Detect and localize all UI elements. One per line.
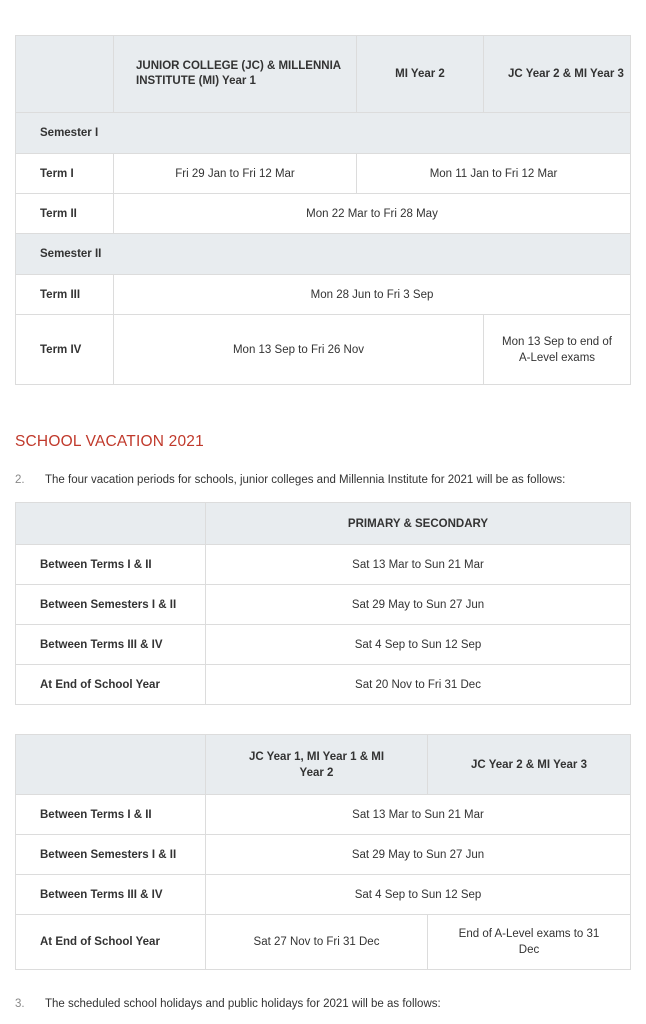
vac2-end-label: At End of School Year bbox=[16, 915, 206, 970]
term-dates-table bbox=[15, 35, 631, 385]
paragraph-3-number: 3. bbox=[15, 998, 25, 1010]
semester-2-label: Semester II bbox=[16, 234, 631, 275]
vac1-row-label: Between Terms III & IV bbox=[16, 625, 206, 665]
term-4-jc2-dates: Mon 13 Sep to end of A-Level exams bbox=[484, 315, 631, 385]
vac2-end-value-jc1: Sat 27 Nov to Fri 31 Dec bbox=[206, 915, 428, 970]
term-4-dates: Mon 13 Sep to Fri 26 Nov bbox=[114, 315, 484, 385]
vac2-row-value: Sat 13 Mar to Sun 21 Mar bbox=[206, 795, 631, 835]
vac2-end-value-jc2: End of A-Level exams to 31 Dec bbox=[428, 915, 631, 970]
vac1-row-value: Sat 20 Nov to Fri 31 Dec bbox=[206, 665, 631, 705]
vacation-table-primary-secondary bbox=[15, 502, 631, 705]
semester-1-label: Semester I bbox=[16, 113, 631, 154]
vac1-row-label: At End of School Year bbox=[16, 665, 206, 705]
header-jc2-mi3: JC Year 2 & MI Year 3 bbox=[484, 36, 631, 113]
vac2-row-label: Between Semesters I & II bbox=[16, 835, 206, 875]
term-1-others: Mon 11 Jan to Fri 12 Mar bbox=[357, 154, 631, 194]
paragraph-2 bbox=[15, 474, 565, 486]
paragraph-3 bbox=[15, 998, 441, 1010]
vac1-header: PRIMARY & SECONDARY bbox=[206, 503, 631, 545]
paragraph-3-text: The scheduled school holidays and public holidays for 2021 will be as follows: bbox=[45, 998, 441, 1010]
vac2-header-empty bbox=[16, 735, 206, 795]
vac2-row-value: Sat 4 Sep to Sun 12 Sep bbox=[206, 875, 631, 915]
paragraph-2-number: 2. bbox=[15, 474, 25, 486]
vac1-row-label: Between Semesters I & II bbox=[16, 585, 206, 625]
header-mi-year2: MI Year 2 bbox=[357, 36, 484, 113]
vac2-row-value: Sat 29 May to Sun 27 Jun bbox=[206, 835, 631, 875]
vac2-header-jc1: JC Year 1, MI Year 1 & MI Year 2 bbox=[206, 735, 428, 795]
vacation-heading: SCHOOL VACATION 2021 bbox=[15, 433, 204, 450]
term-1-jc1: Fri 29 Jan to Fri 12 Mar bbox=[114, 154, 357, 194]
vacation-table-jc-mi bbox=[15, 734, 631, 970]
vac1-header-empty bbox=[16, 503, 206, 545]
header-empty bbox=[16, 36, 114, 113]
term-3-label: Term III bbox=[16, 275, 114, 315]
vac1-row-value: Sat 4 Sep to Sun 12 Sep bbox=[206, 625, 631, 665]
vac2-row-label: Between Terms III & IV bbox=[16, 875, 206, 915]
term-2-dates: Mon 22 Mar to Fri 28 May bbox=[114, 194, 631, 234]
term-1-label: Term I bbox=[16, 154, 114, 194]
term-2-label: Term II bbox=[16, 194, 114, 234]
paragraph-2-text: The four vacation periods for schools, junior colleges and Millennia Institute for 2021 will be as follows: bbox=[45, 474, 566, 486]
vac2-row-label: Between Terms I & II bbox=[16, 795, 206, 835]
vac2-header-jc2: JC Year 2 & MI Year 3 bbox=[428, 735, 631, 795]
header-jc-mi-year1: JUNIOR COLLEGE (JC) & MILLENNIA INSTITUTE (MI) Year 1 bbox=[114, 36, 357, 113]
term-3-dates: Mon 28 Jun to Fri 3 Sep bbox=[114, 275, 631, 315]
term-4-label: Term IV bbox=[16, 315, 114, 385]
vac1-row-value: Sat 13 Mar to Sun 21 Mar bbox=[206, 545, 631, 585]
vac1-row-value: Sat 29 May to Sun 27 Jun bbox=[206, 585, 631, 625]
vac1-row-label: Between Terms I & II bbox=[16, 545, 206, 585]
